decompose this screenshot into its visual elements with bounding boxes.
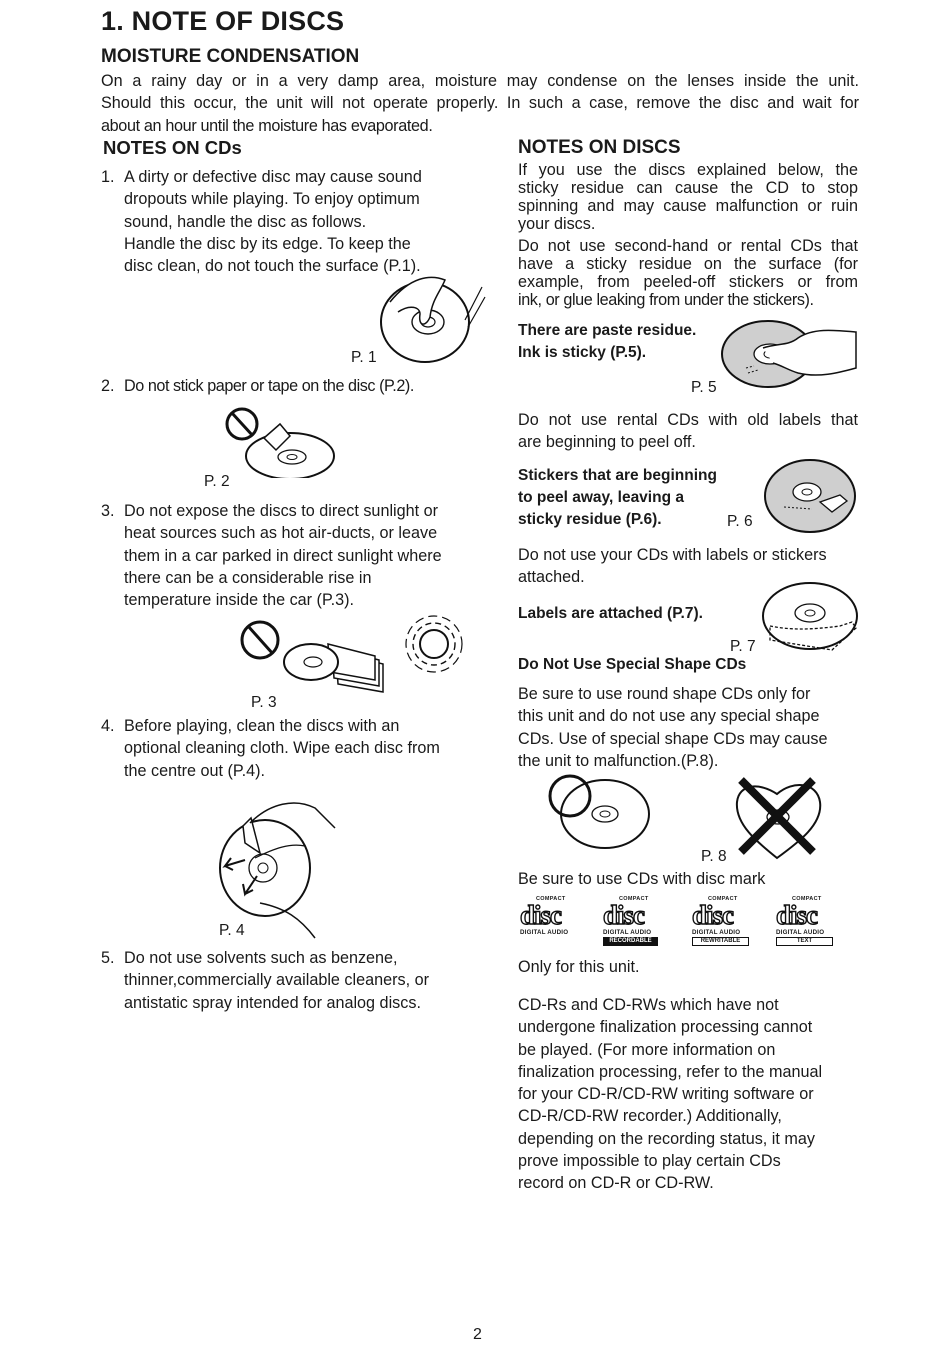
cd-note-1: 1. A dirty or defective disc may cause sound dropouts while playing. To enjoy optimum sound, handle the disc as follows. Handle the disc by its edge. To keep the disc clean, do not touch the surface (P.1).	[101, 168, 422, 276]
discs-intro: If you use the discs explained below, the sticky residue can cause the CD to stop spinning and may cause malfunction or ruin your discs.	[518, 161, 858, 233]
page-number: 2	[473, 1326, 482, 1343]
moisture-paragraph: On a rainy day or in a very damp area, moisture may condense on the lenses inside the unit. Should this occur, the unit will not operate properly. In such a case, remove the disc and wait for about an hour until the moisture has evaporated.	[101, 72, 859, 135]
compact-disc-text-logo: COMPACT disc DIGITAL AUDIO TEXT	[774, 896, 836, 950]
p2-illustration	[224, 406, 339, 478]
notes-on-cds-heading: NOTES ON CDs	[103, 137, 242, 158]
p2-caption: P. 2	[204, 473, 230, 490]
p8-illustration	[545, 772, 830, 862]
p6-illustration	[762, 457, 858, 535]
cdr-paragraph: CD-Rs and CD-RWs which have not undergone finalization processing cannot be played. (For more information on finalization processing, refer to the manual for your CD-R/CD-RW writing software or CD-R/CD-RW recorder.) Additionally, depending on the recording status, it may prove impossible to play certain CDs record on CD-R or CD-RW.	[518, 996, 823, 1193]
page-title: 1. NOTE OF DISCS	[101, 6, 345, 36]
p7-illustration	[760, 580, 860, 654]
disc-mark-text: Be sure to use CDs with disc mark	[518, 870, 766, 888]
rental-paragraph: Do not use rental CDs with old labels that are beginning to peel off.	[518, 411, 858, 451]
p4-caption: P. 4	[219, 922, 245, 939]
second-hand-paragraph: Do not use second-hand or rental CDs that have a sticky residue on the surface (for example, from peeled-off stickers or from ink, or glue leaking from under the stickers).	[518, 237, 858, 309]
disc-shape	[561, 780, 649, 848]
cd-note-3: 3. Do not expose the discs to direct sunlight or heat sources such as hot air-ducts, or leave them in a car parked in direct sunlight where there can be a considerable rise in temperature inside the car (P.3).	[101, 502, 442, 610]
p7-caption: P. 7	[730, 638, 756, 655]
special-shape-heading: Do Not Use Special Shape CDs	[518, 656, 747, 673]
sun-icon	[420, 630, 448, 658]
p6-caption: P. 6	[727, 513, 753, 530]
labels-paragraph: Do not use your CDs with labels or stickers attached.	[518, 546, 827, 586]
disc-shape	[284, 644, 338, 680]
p3-illustration	[238, 612, 468, 707]
p1-illustration	[370, 272, 490, 372]
notes-on-discs-heading: NOTES ON DISCS	[518, 137, 681, 158]
disc-shape	[246, 433, 334, 478]
p7-label: Labels are attached (P.7).	[518, 605, 703, 622]
p1-caption: P. 1	[351, 349, 377, 366]
p6-label: Stickers that are beginning to peel away, leaving a sticky residue (P.6).	[518, 467, 717, 528]
disc-shape	[220, 820, 310, 916]
cd-note-4: 4. Before playing, clean the discs with an optional cleaning cloth. Wipe each disc from the centre out (P.4).	[101, 717, 440, 780]
p5-illustration	[718, 318, 858, 390]
moisture-heading: MOISTURE CONDENSATION	[101, 46, 360, 67]
special-shape-paragraph: Be sure to use round shape CDs only for this unit and do not use any special shape CDs. Use of special shape CDs may cause the unit to malfunction.(P.8).	[518, 685, 828, 770]
p5-label: There are paste residue. Ink is sticky (P.5).	[518, 322, 697, 361]
p5-caption: P. 5	[691, 379, 717, 396]
p3-caption: P. 3	[251, 694, 277, 711]
only-this-unit: Only for this unit.	[518, 958, 640, 976]
cd-note-2: 2. Do not stick paper or tape on the disc (P.2).	[101, 377, 414, 395]
p8-caption: P. 8	[701, 848, 727, 865]
compact-disc-recordable-logo: COMPACT disc DIGITAL AUDIO RECORDABLE	[601, 896, 663, 950]
cd-note-5: 5. Do not use solvents such as benzene, thinner,commercially available cleaners, or antistatic spray intended for analog discs.	[101, 949, 430, 1012]
compact-disc-rewritable-logo: COMPACT disc DIGITAL AUDIO REWRITABLE	[690, 896, 752, 950]
compact-disc-logo: COMPACT disc DIGITAL AUDIO	[520, 896, 569, 936]
